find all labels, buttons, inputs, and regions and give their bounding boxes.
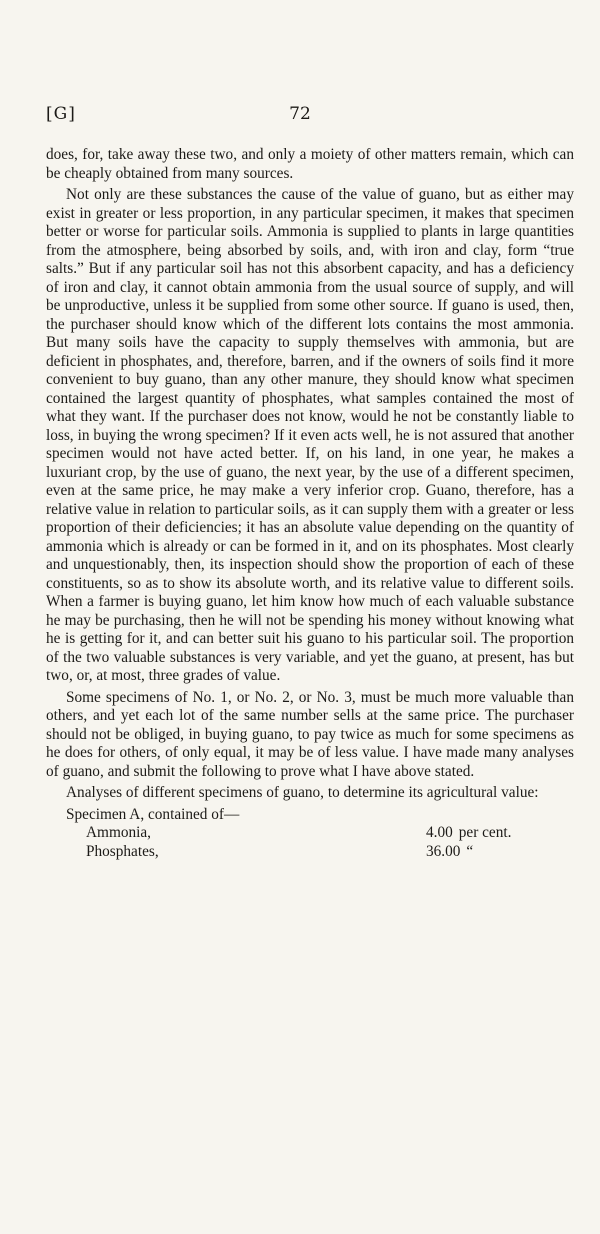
row-value: 4.00	[426, 824, 453, 841]
row-value-group	[426, 843, 566, 862]
specimen-table	[86, 824, 566, 861]
row-value: 36.00	[426, 842, 461, 860]
page-number: 72	[289, 104, 311, 124]
paragraph-cause-of-value: Not only are these substances the cause of the value of guano, but as either may exist in greater or less proportion, in any particular specimen, it makes that specimen better or worse for particular soils. Ammonia is supplied to plants in large quantities from the atmosphere, being absorbed by soils, and, with iron and clay, form “true salts.” But if any particular soil has not this absorbent capacity, and has a deficiency of iron and clay, it cannot obtain ammonia from the usual source of supply, and will be unproductive, unless it be supplied from some other source. If guano is used, then, the purchaser should know which of the different lots contains the most ammonia. But many soils have the capacity to supply themselves with ammonia, but are deficient in phosphates, and, therefore, barren, and if the owners of soils find it more convenient to buy guano, than any other manure, they should know what specimen contained the largest quantity of phosphates, what samples contained the most of what they want. If the purchaser does not know, would he not be constantly liable to loss, in buying the wrong specimen? If it even acts well, he is not assured that another specimen would not have acted better. If, on his land, in one year, he makes a luxuriant crop, by the use of guano, the next year, by the use of a different specimen, even at the same price, he may make a very inferior crop. Guano, therefore, has a relative value in relation to particular soils, as it can supply them with a greater or less proportion of their deficiencies; it has an absolute value depending on the quantity of ammonia which is already or can be formed in it, and on its phosphates. Most clearly and unquestionably, then, its inspection should show the proportion of each of these constituents, so as to show its absolute worth, and its relative value to different soils. When a farmer is buying guano, let him know how much of each valuable substance he may be purchasing, then he will not be spending his money without knowing what he is getting for it, and can better suit his guano to his particular soil. The proportion of the two valuable substances is very variable, and yet the guano, at present, has but two, or, at most, three grades of value.	[46, 186, 574, 684]
page-body	[46, 146, 574, 861]
specimen-title: Specimen A, contained of—	[66, 805, 240, 823]
row-unit: “	[466, 842, 474, 860]
signature-mark: [G]	[46, 104, 76, 124]
row-value-group	[426, 824, 566, 843]
specimen-row-ammonia	[86, 824, 566, 843]
specimen-row-phosphates	[86, 843, 566, 862]
paragraph-continuation: does, for, take away these two, and only a moiety of other matters remain, which can be cheaply obtained from many sources.	[46, 146, 574, 182]
row-unit: per cent.	[458, 824, 512, 841]
row-label: Ammonia,	[86, 824, 152, 841]
paragraph-specimens: Some specimens of No. 1, or No. 2, or No. 3, must be much more valuable than others, and yet each lot of the same number sells at the same price. The purchaser should not be obliged, in buying guano, to pay twice as much for some specimens as he does for others, of only equal, it may be of less value. I have made many analyses of guano, and submit the following to prove what I have above stated.	[46, 688, 574, 780]
page-header	[46, 104, 554, 132]
paragraph-analyses-intro: Analyses of different specimens of guano, to determine its agricultural value:	[66, 784, 539, 801]
row-label: Phosphates,	[86, 842, 159, 860]
